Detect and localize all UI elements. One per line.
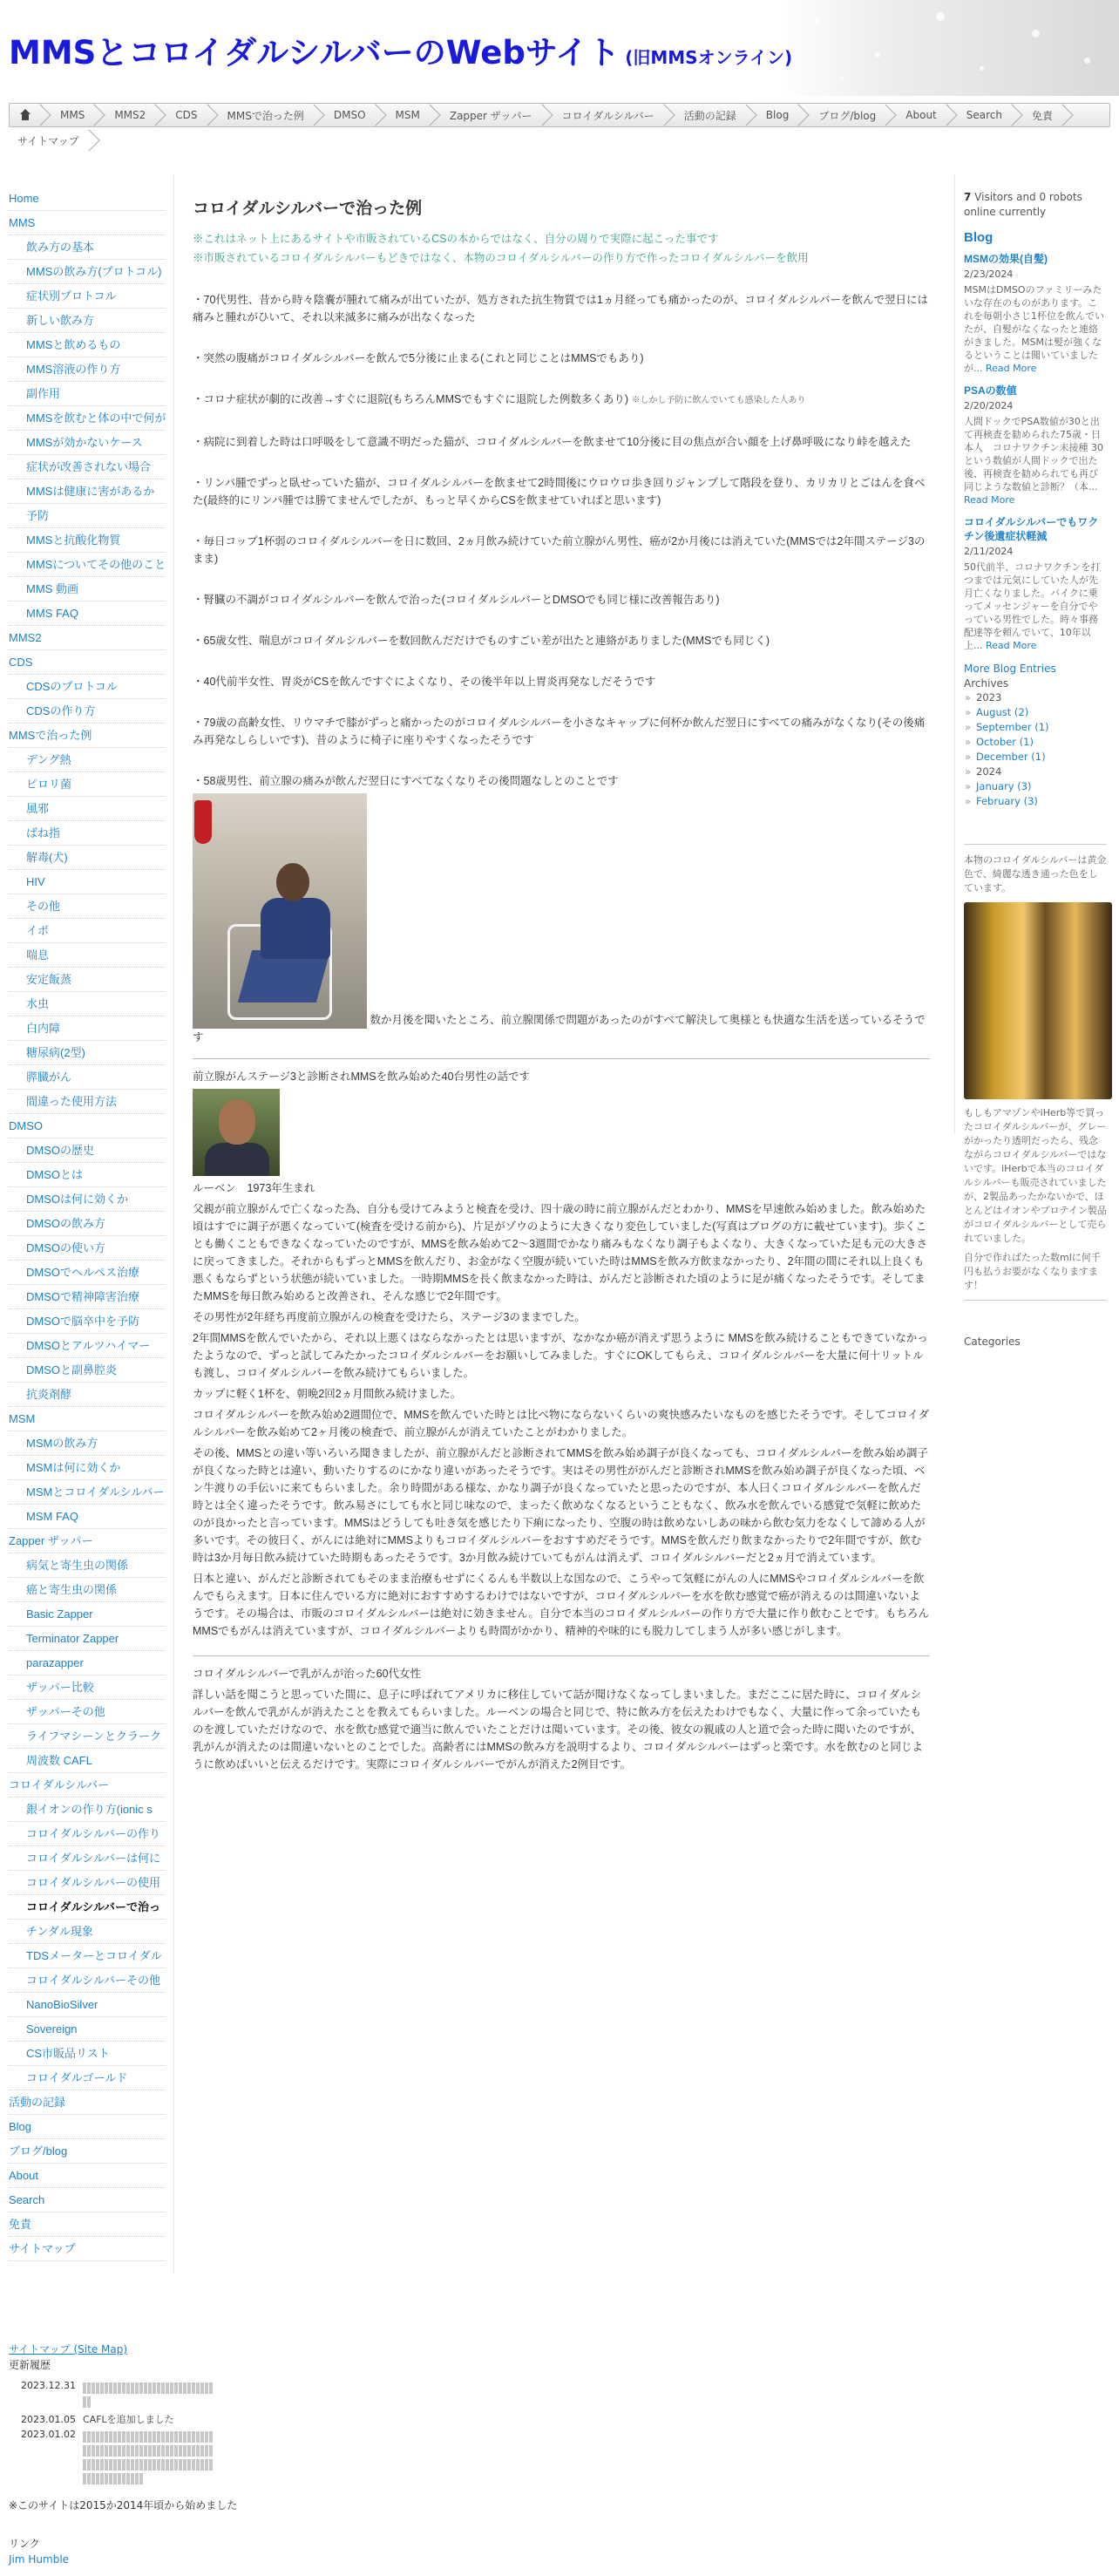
site-title[interactable] bbox=[9, 26, 792, 73]
footer bbox=[0, 2333, 1119, 2576]
sidebar-item[interactable]: MMSを飲むと体の中で何が bbox=[9, 406, 165, 431]
nav-item[interactable]: MSM bbox=[378, 104, 432, 126]
sidebar-item[interactable]: デング熱 bbox=[9, 748, 165, 772]
sidebar-item[interactable]: CDSのプロトコル bbox=[9, 675, 165, 699]
nav-home[interactable] bbox=[10, 104, 43, 126]
blog-entry-excerpt-text: MSMはDMSOのファミリーみたいな存在のものがあります。これを毎朝小さじ1杯位を飲んでいたが、自髪がなくなったと連絡がきました。MSMは髪が強くなるということは聞いていましたが... bbox=[964, 284, 1104, 374]
site-since-note: ※このサイトは2015か2014年頃から始めました bbox=[9, 2499, 238, 2511]
blog-entries bbox=[964, 252, 1107, 652]
sidebar-item[interactable]: 周波数 CAFL bbox=[9, 1749, 165, 1773]
sidebar-item[interactable]: ブログ/blog bbox=[9, 2139, 165, 2164]
sidebar-item[interactable]: DMSOで脳卒中を予防 bbox=[9, 1309, 165, 1334]
right-divider bbox=[964, 844, 1107, 845]
sidebar-item[interactable]: Basic Zapper bbox=[9, 1602, 165, 1627]
sidebar-item[interactable]: DMSOは何に効くか bbox=[9, 1187, 165, 1212]
sidebar-item[interactable]: イボ bbox=[9, 919, 165, 943]
sidebar-item[interactable]: DMSOでヘルペス治療 bbox=[9, 1261, 165, 1285]
nav-item[interactable]: About bbox=[888, 104, 948, 126]
sidebar-item[interactable]: ばね指 bbox=[9, 821, 165, 846]
blog-entry-excerpt-text: 人間ドックでPSA数値が30と出て再検査を勧められた75歳・日本人 コロナワクチン未接種 30という数値が人間ドックで出た後、再検査を勧められても再び同じような数値と診断？（本... bbox=[964, 416, 1103, 493]
sidebar-item[interactable]: コロイダルシルバーで治っ bbox=[9, 1895, 165, 1920]
story1-paragraph: その男性が2年経ち再度前立腺がんの検査を受けたら、ステージ3のままでした。 bbox=[193, 1311, 586, 1323]
footer-link[interactable]: Jim Humble bbox=[9, 2553, 70, 2566]
story1-paragraph: カップに軽く1杯を、朝晩2回2ヵ月間飲み続けました。 bbox=[193, 1388, 462, 1400]
story1-paragraph: 父親が前立腺がんで亡くなった為、自分も受けてみようと検査を受け、四十歳の時に前立腺がんだとわかり、MMSを早速飲み始めました。飲み始めた頃はすでに調子が悪くなっていて(検査を受ける前から)、片足がゾウのように大きくなり変色していました(写真はブログの方に載せています)。歩くことも働くこともできなくなっていたのですが、MMSを飲み始めて2〜3週間でかなり痛みもなくなり調子もよくなり、大きくなっていた足も元の大きさに戻ってきました。それからもずっとMMSを飲んだり、お金がなく空腹が続いていた時はMMSを飲み方飲まなかったり、2年間の間にそれ以上良くも悪くもならずという状態が続いていました。一時期MMSを長く飲まなかった時は、がんだと診断された頃のように足が痛くなったそうです。そしてまたMMSを毎日飲み始めると改善され、そんな感じで2年間です。 bbox=[193, 1203, 928, 1302]
sidebar-item[interactable]: チンダル現象 bbox=[9, 1920, 165, 1944]
update-date: 2023.12.31 bbox=[21, 2380, 76, 2391]
note-1: ※これはネット上にあるサイトや市販されているCSの本からではなく、自分の周りで実際に起こった事です bbox=[193, 233, 719, 245]
sidebar-item[interactable]: MMSと飲めるもの bbox=[9, 333, 165, 357]
case-7: ・腎臓の不調がコロイダルシルバーを飲んで治った(コロイダルシルバーとDMSOでも同じ様に改善報告あり) bbox=[193, 594, 720, 606]
nav-item[interactable]: コロイダルシルバー bbox=[545, 104, 667, 126]
nav-item[interactable]: 免責 bbox=[1014, 104, 1065, 126]
sidebar-item[interactable]: 抗炎剤酵 bbox=[9, 1383, 165, 1407]
page-title: コロイダルシルバーで治った例 bbox=[193, 200, 423, 218]
nav-item[interactable]: MMS bbox=[43, 104, 97, 126]
sidebar-item[interactable]: CDSの作り方 bbox=[9, 699, 165, 724]
blog-entry-excerpt bbox=[964, 415, 1107, 506]
sidebar-item[interactable]: DMSOとアルツハイマー bbox=[9, 1334, 165, 1358]
top-nav-bar bbox=[9, 103, 1110, 127]
sidebar-item[interactable]: MMSの飲み方(プロトコル) bbox=[9, 260, 165, 284]
case-9: ・40代前半女性、胃炎がCSを飲んですぐによくなり、その後半年以上胃炎再発なしだそうです bbox=[193, 676, 656, 688]
right-sidebar bbox=[954, 174, 1119, 1348]
sidebar-item[interactable]: 解毒(犬) bbox=[9, 846, 165, 870]
sidebar-item[interactable]: MMS bbox=[9, 211, 165, 235]
story1-heading: 前立腺がんステージ3と診断されMMSを飲み始めた40台男性の話です bbox=[193, 1071, 531, 1083]
sidebar-item[interactable]: ピロリ菌 bbox=[9, 772, 165, 797]
archive-item[interactable]: » December (1) bbox=[964, 750, 1107, 765]
sidebar-item[interactable]: MMS 動画 bbox=[9, 577, 165, 602]
sidebar-item[interactable]: 新しい飲み方 bbox=[9, 309, 165, 333]
sidebar-item[interactable]: 副作用 bbox=[9, 382, 165, 406]
sidebar-item[interactable]: 病気と寄生虫の関係 bbox=[9, 1553, 165, 1578]
story1-paragraph: 2年間MMSを飲んでいたから、それ以上悪くはならなかったとは思いますが、なかなか癌が消えず思うように MMSを飲み続けることもできていなかったようなので、ずっと試してみたかったコロイダルシルバーをお願いしてみました。すぐにOKしてもらえ、コロイダルシルバーを大量に何十リットルも渡し、コロイダルシルバーを飲み続けてもらいました。 bbox=[193, 1332, 928, 1379]
case-3 bbox=[193, 391, 930, 410]
sidebar-item[interactable]: 免責 bbox=[9, 2212, 165, 2237]
update-date: 2023.01.05 bbox=[21, 2414, 76, 2425]
story1-person: ルーベン 1973年生まれ bbox=[193, 1182, 315, 1194]
visitors-counter bbox=[964, 190, 1107, 220]
site-subtitle: (旧MMSオンライン) bbox=[625, 47, 793, 68]
sidebar-item[interactable]: 癌と寄生虫の関係 bbox=[9, 1578, 165, 1602]
archives-label: Archives bbox=[964, 677, 1009, 690]
sidebar-item[interactable]: コロイダルシルバーその他 bbox=[9, 1968, 165, 1993]
sidebar-item[interactable]: 銀イオンの作り方(ionic s bbox=[9, 1798, 165, 1822]
more-blog-entries-link[interactable]: More Blog Entries bbox=[964, 663, 1056, 675]
sidebar-item[interactable]: Zapper ザッパー bbox=[9, 1529, 165, 1553]
sidebar-item[interactable]: DMSOの歴史 bbox=[9, 1138, 165, 1163]
case-3-text: ・コロナ症状が劇的に改善→すぐに退院(もちろんMMSでもすぐに退院した例数多くあり) bbox=[193, 393, 628, 405]
sidebar-item[interactable]: その他 bbox=[9, 894, 165, 919]
blog-entry-title[interactable]: PSAの数値 bbox=[964, 384, 1017, 397]
story2-body bbox=[193, 1686, 930, 1773]
categories-label: Categories bbox=[964, 1336, 1021, 1348]
note-2: ※市販されているコロイダルシルバーもどきではなく、本物のコロイダルシルバーの作り方で作ったコロイダルシルバーを飲用 bbox=[193, 252, 809, 264]
update-row bbox=[17, 2427, 217, 2489]
sidebar-item[interactable]: MMSについてその他のこと bbox=[9, 553, 165, 577]
nav-item[interactable]: 活動の記録 bbox=[667, 104, 749, 126]
sidebar-item[interactable]: 風邪 bbox=[9, 797, 165, 821]
sidebar-item[interactable]: コロイダルシルバー bbox=[9, 1773, 165, 1798]
update-text: CAFLを追加しました bbox=[82, 2414, 174, 2425]
sidebar-item[interactable]: MMSで治った例 bbox=[9, 724, 165, 748]
sidebar-item[interactable]: 活動の記録 bbox=[9, 2090, 165, 2115]
home-icon bbox=[18, 109, 32, 121]
footer-links bbox=[9, 2552, 1110, 2567]
archive-item[interactable]: » August (2) bbox=[964, 705, 1107, 720]
archive-item[interactable]: » January (3) bbox=[964, 779, 1107, 794]
sidebar-item[interactable]: MMS2 bbox=[9, 626, 165, 650]
story1-paragraph: コロイダルシルバーを飲み始め2週間位で、MMSを飲んでいた時とは比べ物にならないくらいの爽快感みたいなものを感じたそうです。そしてコロイダルシルバーを飲み始めて2ヶ月後の検査で、前立腺がんが消えていたことがわかりました。 bbox=[193, 1409, 930, 1438]
sidebar-item[interactable]: 水虫 bbox=[9, 992, 165, 1016]
sidebar-item[interactable]: MMSは健康に害があるか bbox=[9, 479, 165, 504]
sidebar-item[interactable]: TDSメーターとコロイダル bbox=[9, 1944, 165, 1968]
blog-entry-date: 2/23/2024 bbox=[964, 268, 1014, 280]
sidebar-item[interactable]: 症状が改善されない場合 bbox=[9, 455, 165, 479]
archive-item: » 2023 bbox=[964, 690, 1107, 705]
story2-paragraph: 詳しい話を聞こうと思っていた間に、息子に呼ばれてアメリカに移住していて話が聞けなくなってしまいました。まだここに居た時に、コロイダルシルバーを飲んで乳がんが消えたことを教えてもらいました。ルーベンの場合と同じで、特に飲み方を伝えたわけでもなく、大量に作って余っていたものを渡していただけなので、水を飲む感覚で適当に飲んでいたことだけは聞いています。その後、彼女の親戚の人と道で会った時に聞いたのですが、乳がんが消えたのは間違いないとのことでした。高齢者にはMMSの飲み方を説明するより、コロイダルシルバーはずっと楽です。水を飲むのと同じように飲めばいいと伝えるだけです。実際にコロイダルシルバーでがんが消えた2例目です。 bbox=[193, 1689, 924, 1771]
case-3-note: ※しかし予防に飲んでいても感染した人あり bbox=[631, 396, 806, 405]
case-11: ・58歳男性、前立腺の痛みが飲んだ翌日にすべてなくなりその後問題なしとのことです bbox=[193, 775, 619, 787]
case-2: ・突然の腹痛がコロイダルシルバーを飲んで5分後に止まる(これと同じことはMMSでもあり) bbox=[193, 352, 644, 364]
read-more-link[interactable]: Read More bbox=[986, 363, 1037, 374]
blog-entry bbox=[964, 384, 1107, 506]
site-header bbox=[0, 0, 1119, 96]
sidebar-item[interactable]: DMSO bbox=[9, 1114, 165, 1138]
sidebar-item[interactable]: DMSOの飲み方 bbox=[9, 1212, 165, 1236]
sidebar-item[interactable]: Search bbox=[9, 2188, 165, 2212]
sidebar-item[interactable]: 喘息 bbox=[9, 943, 165, 968]
nav-item[interactable]: CDS bbox=[158, 104, 209, 126]
update-date: 2023.01.02 bbox=[21, 2429, 76, 2440]
update-row bbox=[17, 2412, 217, 2427]
sidebar-item[interactable]: ライフマシーンとクラーク bbox=[9, 1724, 165, 1749]
sidebar-item[interactable]: Home bbox=[9, 187, 165, 211]
blog-entry bbox=[964, 515, 1107, 652]
visitors-text: Visitors and 0 robots online currently bbox=[964, 191, 1082, 218]
man-seated-photo bbox=[193, 793, 367, 1029]
main-content bbox=[193, 174, 930, 1773]
archives-list bbox=[964, 690, 1107, 809]
cs-note-bottom: もしもアマゾンやiHerb等で買ったコロイダルシルバーが、グレーがかったり透明だったら、残念ながらコロイダルシルバーではないです。iHerbで本当のコロイダルシルバーも販売されていましたが、2製品あったかないかで、ほとんどはイオンやプロテイン製品がコロイダルシルバーとして売られていました。 bbox=[964, 1107, 1107, 1244]
divider-1 bbox=[193, 1058, 930, 1059]
sidebar-item[interactable]: DMSOとは bbox=[9, 1163, 165, 1187]
sidebar-item[interactable]: DMSOの使い方 bbox=[9, 1236, 165, 1261]
sidebar-item[interactable]: Sovereign bbox=[9, 2017, 165, 2042]
photo1-block bbox=[193, 792, 930, 1046]
sidebar-item[interactable]: コロイダルゴールド bbox=[9, 2066, 165, 2090]
sidebar-item[interactable]: About bbox=[9, 2164, 165, 2188]
header-decoration bbox=[779, 0, 1119, 96]
sidebar-item[interactable]: NanoBioSilver bbox=[9, 1993, 165, 2017]
story1-body bbox=[193, 1200, 930, 1640]
story1-paragraph: その後、MMSとの違い等いろいろ聞きましたが、前立腺がんだと診断されてMMSを飲み始め調子が良くなっても、コロイダルシルバーを飲み始め調子が良くなった時とは違い、動いたりするのにかなり違いがあったそうです。実はその男性ががんだと診断されMMSを飲み始め調子が良くなった頃、ベン牛渡りの手伝いに来てもらいました。余り時間がある様な、かなり調子が良くなっていたと思ったのですが、本人曰くコロイダルシルバーを飲んだ時とは全く違ったそうです。飲み易さにしても水と同じ味なので、まったく飲めなくなるということもなく、飲み水を飲んでいる感覚で気軽に飲めたのが良かったと言っています。MMSはどうしても吐き気を感じたり下痢になったり、空腹の時は飲めないしあの味から飲む気力をなくして諦める人が多いです。その彼曰く、がんには絶対にMMSよりもコロイダルシルバーをおすすめだそうです。MMSを飲んだり飲まなかったりで2年間ですが、飲む時は3か月毎日飲み続けていた時期もあったそうです。3か月飲み続けていてもがんは消えず、コロイダルシルバーだと2ヵ月で消えています。 bbox=[193, 1447, 928, 1564]
sidebar-item[interactable]: CDS bbox=[9, 650, 165, 675]
story2-heading: コロイダルシルバーで乳がんが治った60代女性 bbox=[193, 1668, 422, 1680]
case-6: ・毎日コップ1杯弱のコロイダルシルバーを日に数回、2ヵ月飲み続けていた前立腺がん男性、癌が2か月後には消えていた(MMSでは2年間ステージ3のまま) bbox=[193, 535, 926, 565]
nav-item[interactable]: DMSO bbox=[316, 104, 378, 126]
sidebar-item[interactable]: 糖尿病(2型) bbox=[9, 1041, 165, 1065]
case-5: ・リンパ腫でずっと臥せっていた猫が、コロイダルシルバーを飲ませて2時間後にウロウロ歩き回りジャンプして階段を登り、カリカリとごはんを食べた(最終的にリンパ腫では勝てませんでしたが、もっと早くからCSを飲ませていればと思います) bbox=[193, 477, 926, 506]
case-1: ・70代男性、昔から時々陰嚢が腫れて痛みが出ていたが、処方された抗生物質では1ヵ月経っても痛かったのが、コロイダルシルバーを飲んで翌日には痛みと腫れがひいて、それ以来滅多に痛みが出なくなった bbox=[193, 294, 928, 323]
case-4: ・病院に到着した時は口呼吸をして意識不明だった猫が、コロイダルシルバーを飲ませて10分後に目の焦点が合い顔を上げ鼻呼吸になり峠を越えた bbox=[193, 436, 912, 448]
sidebar-item[interactable]: Terminator Zapper bbox=[9, 1627, 165, 1651]
sidebar-item[interactable]: ザッパー比較 bbox=[9, 1675, 165, 1700]
sidebar-item[interactable]: MSMとコロイダルシルバー bbox=[9, 1480, 165, 1505]
sidebar-item[interactable]: 白内障 bbox=[9, 1016, 165, 1041]
ruben-portrait-photo bbox=[193, 1089, 280, 1176]
sidebar-item[interactable]: MSM bbox=[9, 1407, 165, 1431]
sidebar-item[interactable]: MMSと抗酸化物質 bbox=[9, 528, 165, 553]
sidebar-item[interactable]: MMSが効かないケース bbox=[9, 431, 165, 455]
update-text-illegible bbox=[79, 2378, 217, 2412]
sidebar-item[interactable]: MMS FAQ bbox=[9, 602, 165, 626]
sidebar-item[interactable]: parazapper bbox=[9, 1651, 165, 1675]
blog-entry-date: 2/20/2024 bbox=[964, 400, 1014, 411]
archive-item[interactable]: » February (3) bbox=[964, 794, 1107, 809]
sidebar-item[interactable]: MMS溶液の作り方 bbox=[9, 357, 165, 382]
blog-entry-excerpt bbox=[964, 561, 1107, 652]
sidebar-item[interactable]: コロイダルシルバーの作り bbox=[9, 1822, 165, 1846]
sidebar-item[interactable]: ザッパーその他 bbox=[9, 1700, 165, 1724]
nav-item[interactable]: MMS2 bbox=[97, 104, 158, 126]
blog-entry bbox=[964, 252, 1107, 375]
sidebar-item[interactable]: 飲み方の基本 bbox=[9, 235, 165, 260]
update-text-illegible bbox=[79, 2427, 217, 2489]
nav-item-sitemap[interactable]: サイトマップ bbox=[9, 131, 92, 150]
blog-entry-date: 2/11/2024 bbox=[964, 546, 1014, 557]
sidebar-item[interactable]: サイトマップ bbox=[9, 2237, 165, 2261]
sidebar-item[interactable]: MSMは何に効くか bbox=[9, 1456, 165, 1480]
colloidal-silver-bottles-photo bbox=[964, 902, 1112, 1099]
sidebar-item[interactable]: DMSOで精神障害治療 bbox=[9, 1285, 165, 1309]
blog-entry-title[interactable]: コロイダルシルバーでもワクチン後遺症状軽減 bbox=[964, 516, 1099, 542]
top-nav-row2 bbox=[9, 131, 92, 150]
blog-entry-excerpt-text: 50代前半、コロナワクチンを打つまでは元気にしていた人が先月亡くなりました。バイクに乗ってメッセンジャーを自分でやっている男性でした。時々事務配達等を頼んでいて、10年以上... bbox=[964, 561, 1101, 651]
blog-heading[interactable]: Blog bbox=[964, 230, 994, 245]
story1-paragraph: 日本と違い、がんだと診断されてもそのまま治療もせずにくるんも半数以上な国なので、こうやって気軽にがんの人にMMSやコロイダルシルバーを飲んでもらえます。日本に住んでいる方に絶対におすすめするわけではないですが、コロイダルシルバーを水を飲む感覚で癌が消えるのは間違いないようです。その場合は、市販のコロイダルシルバーは絶対に効きません。自分で本当のコロイダルシルバーの作り方で大量に作り飲むことです。もちろんMMSでもがんは消えていますが、コロイダルシルバーよりも時間がかかり、精神的や味的にも脱力してしまう人が多い感じがします。 bbox=[193, 1573, 930, 1637]
nav-item[interactable]: Blog bbox=[749, 104, 802, 126]
sidebar-item[interactable]: HIV bbox=[9, 870, 165, 894]
nav-item[interactable]: Zapper ザッパー bbox=[432, 104, 545, 126]
sidebar-item[interactable]: Blog bbox=[9, 2115, 165, 2139]
left-sidebar-nav bbox=[0, 174, 174, 2274]
cs-note-last: 自分で作ればたった数mlに何千円も払うお要がなくなりますます！ bbox=[964, 1252, 1101, 1291]
sidebar-item[interactable]: MSMの飲み方 bbox=[9, 1431, 165, 1456]
sidebar-item[interactable]: DMSOと副鼻腔炎 bbox=[9, 1358, 165, 1383]
archive-item: » 2024 bbox=[964, 765, 1107, 779]
sidebar-item[interactable]: 間違った使用方法 bbox=[9, 1090, 165, 1114]
read-more-link[interactable]: Read More bbox=[964, 494, 1015, 506]
archive-item[interactable]: » October (1) bbox=[964, 735, 1107, 750]
sidebar-item[interactable]: CS市販品リスト bbox=[9, 2042, 165, 2066]
sidebar-item[interactable]: コロイダルシルバーの使用 bbox=[9, 1871, 165, 1895]
sidebar-item[interactable]: 膵臓がん bbox=[9, 1065, 165, 1090]
footer-sitemap-link[interactable]: サイトマップ (Site Map) bbox=[9, 2343, 128, 2355]
blog-entry-excerpt bbox=[964, 283, 1107, 375]
nav-item[interactable]: Search bbox=[949, 104, 1014, 126]
site-title-text: MMSとコロイダルシルバーのWebサイト bbox=[9, 34, 621, 71]
nav-item[interactable]: ブログ/blog bbox=[801, 104, 888, 126]
sidebar-item[interactable]: 症状別プロトコル bbox=[9, 284, 165, 309]
blog-entry-title[interactable]: MSMの効果(自髪) bbox=[964, 253, 1048, 265]
update-row bbox=[17, 2378, 217, 2412]
nav-item[interactable]: MMSで治った例 bbox=[210, 104, 316, 126]
case-8: ・65歳女性、喘息がコロイダルシルバーを数回飲んだだけでものすごい差が出たと連絡がありました(MMSでも同じく) bbox=[193, 635, 770, 647]
visitors-count: 7 bbox=[964, 191, 972, 203]
divider-2 bbox=[193, 1655, 930, 1656]
links-title: リンク bbox=[9, 2538, 40, 2550]
archive-item[interactable]: » September (1) bbox=[964, 720, 1107, 735]
sidebar-item[interactable]: 予防 bbox=[9, 504, 165, 528]
case-10: ・79歳の高齢女性、リウマチで膝がずっと痛かったのがコロイダルシルバーを小さなキャップに何杯か飲んだ翌日にすべての痛みがなくなり(その後痛み再発なしらしいです)、昔のように椅子に座りやすくなったそうです bbox=[193, 717, 926, 746]
right-divider-2 bbox=[964, 1300, 1107, 1301]
photo1-caption: 数か月後を聞いたところ、前立腺関係で問題があったのがすべて解決して奥様とも快適な生活を送っているそうです bbox=[193, 1014, 926, 1043]
sidebar-item[interactable]: コロイダルシルバーは何に bbox=[9, 1846, 165, 1871]
updates-table bbox=[17, 2378, 217, 2489]
updates-title: 更新履歴 bbox=[9, 2359, 51, 2371]
cs-note-top: 本物のコロイダルシルバーは黄金色で、綺麗な透き通った色をしています。 bbox=[964, 854, 1107, 894]
read-more-link[interactable]: Read More bbox=[986, 640, 1037, 651]
sidebar-item[interactable]: MSM FAQ bbox=[9, 1505, 165, 1529]
sidebar-item[interactable]: 安定飯蒸 bbox=[9, 968, 165, 992]
